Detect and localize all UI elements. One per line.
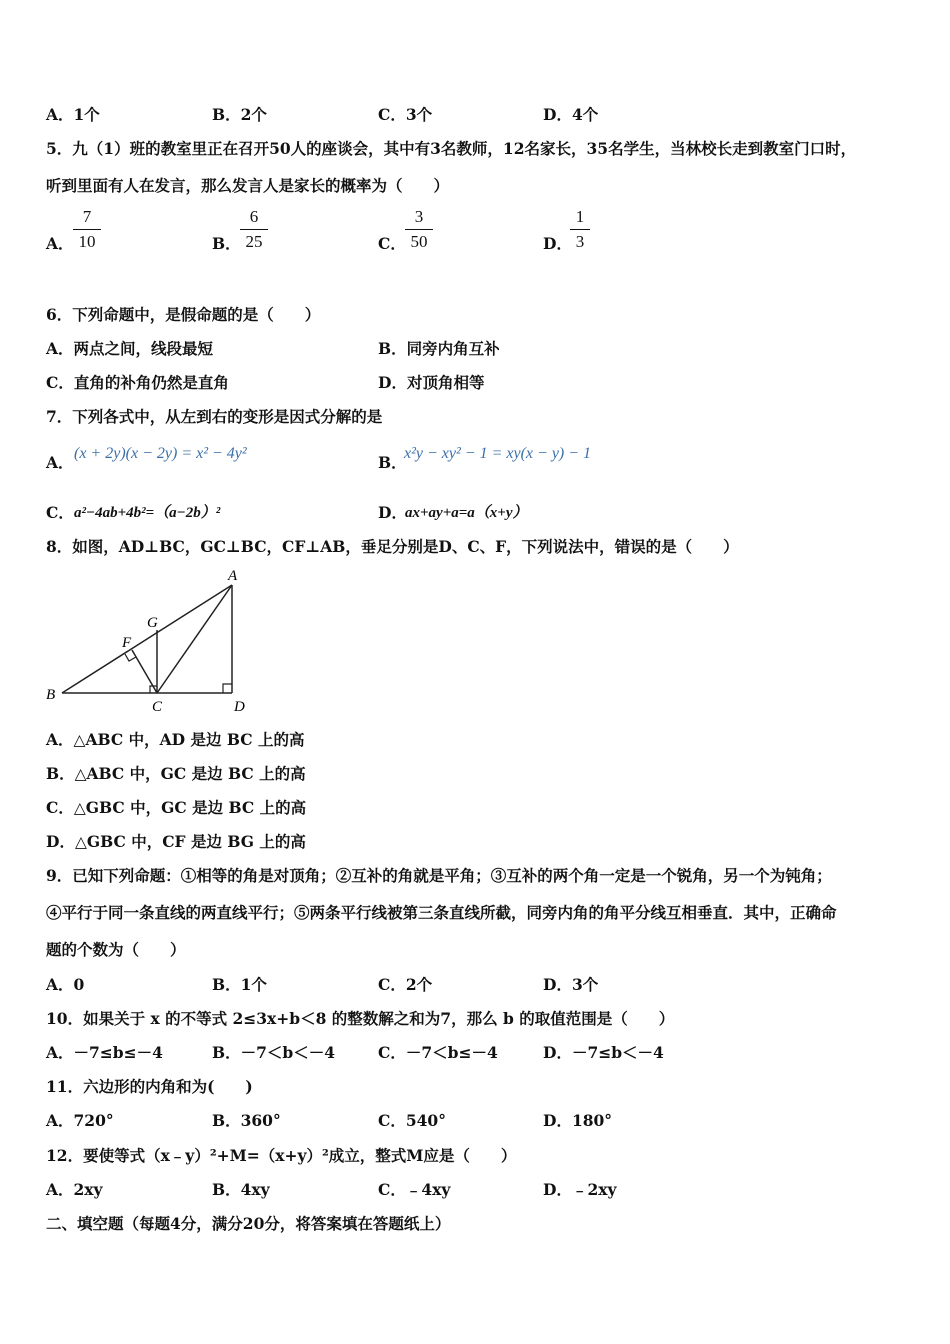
q8-option-b: B．△ABC 中，GC 是边 BC 上的高 [46,764,306,783]
q9-option-c: C．2个 [378,975,433,994]
q9-stem-line1: 9．已知下列命题：①相等的角是对顶角；②互补的角就是平角；③互补的两个角一定是一个锐角，另一个为钝角； [46,866,832,885]
q5-option-c-label: C． [378,234,406,253]
q11-option-b: B．360° [212,1111,281,1130]
q9-stem-line3: 题的个数为（ ） [46,940,186,959]
q6-stem: 6．下列命题中，是假命题的是（ ） [46,305,321,324]
point-label-b: B [46,687,56,703]
q5-stem-line2: 听到里面有人在发言，那么发言人是家长的概率为（ ） [46,176,450,195]
q10-option-c: C．－7＜b≤－4 [378,1043,498,1062]
fraction-numerator: 6 [249,207,259,226]
q6-option-d: D．对顶角相等 [378,373,485,392]
point-label-a: A [228,568,238,584]
q11-stem: 11．六边形的内角和为( ) [46,1077,253,1096]
q12-option-c: C．﹣4xy [378,1180,451,1199]
q7-option-d-label: D． [378,503,407,522]
q8-option-a: A．△ABC 中，AD 是边 BC 上的高 [46,730,305,749]
q12-option-d: D．﹣2xy [543,1180,617,1199]
q4-option-b: B．2个 [212,105,267,124]
q10-option-a: A．－7≤b≤－4 [46,1043,163,1062]
q5-option-b-label: B． [212,234,241,253]
right-angle-mark-d [223,684,232,693]
point-label-g: G [147,615,158,631]
section-2-heading: 二、填空题（每题4分，满分20分，将答案填在答题纸上） [46,1214,451,1233]
q6-option-c: C．直角的补角仍然是直角 [46,373,229,392]
segment-ca [157,585,232,693]
q9-option-a: A．0 [46,975,85,994]
q5-option-c-fraction [405,207,433,252]
q8-option-d: D．△GBC 中，CF 是边 BG 上的高 [46,832,306,851]
q10-stem: 10．如果关于 x 的不等式 2≤3x+b＜8 的整数解之和为7，那么 b 的取值范围是（ ） [46,1009,675,1028]
fraction-denominator: 25 [245,232,263,251]
q11-option-c: C．540° [378,1111,446,1130]
q8-geometry-figure [40,563,270,718]
q7-option-a-expression: (x + 2y)(x − 2y) = x² − 4y² [74,445,247,462]
q12-stem: 12．要使等式（x﹣y）²+M=（x+y）²成立，整式M应是（ ） [46,1146,517,1165]
q7-option-b-expression: x²y − xy² − 1 = xy(x − y) − 1 [404,445,592,462]
q5-option-d-fraction [570,207,590,252]
q8-stem: 8．如图，AD⊥BC，GC⊥BC，CF⊥AB，垂足分别是D、C、F，下列说法中，错误的是（ ） [46,537,739,556]
fraction-numerator: 3 [414,207,424,226]
q6-option-b: B．同旁内角互补 [378,339,500,358]
q5-option-a-fraction [73,207,101,252]
q9-option-d: D．3个 [543,975,599,994]
q5-option-b-fraction [240,207,268,252]
fraction-denominator: 10 [78,232,96,251]
q4-option-c: C．3个 [378,105,433,124]
q11-option-d: D．180° [543,1111,613,1130]
q8-option-c: C．△GBC 中，GC 是边 BC 上的高 [46,798,307,817]
q11-option-a: A．720° [46,1111,114,1130]
q7-option-d-expression: ax+ay+a=a（x+y） [405,505,528,521]
q10-option-b: B．－7＜b＜－4 [212,1043,336,1062]
q7-stem: 7．下列各式中，从左到右的变形是因式分解的是 [46,407,383,426]
fraction-denominator: 3 [575,232,585,251]
q12-option-a: A．2xy [46,1180,103,1199]
q9-option-b: B．1个 [212,975,267,994]
q5-option-d-label: D． [543,234,572,253]
q4-option-d: D．4个 [543,105,599,124]
q7-option-b-label: B． [378,453,407,472]
q5-stem-line1: 5．九（1）班的教室里正在召开50人的座谈会，其中有3名教师，12名家长，35名学生，当林校长走到教室门口时， [46,139,857,158]
q12-option-b: B．4xy [212,1180,270,1199]
point-label-d: D [234,699,245,715]
q7-option-c-label: C． [46,503,74,522]
point-label-f: F [122,635,132,651]
fraction-denominator: 50 [410,232,428,251]
fraction-numerator: 1 [575,207,585,226]
q7-option-c-expression: a²−4ab+4b²=（a−2b）² [74,505,221,521]
q10-option-d: D．－7≤b＜－4 [543,1043,664,1062]
q7-option-a-label: A． [46,453,74,472]
q4-option-a: A．1个 [46,105,100,124]
fraction-numerator: 7 [82,207,92,226]
q5-option-a-label: A． [46,234,74,253]
point-label-c: C [152,699,163,715]
q9-stem-line2: ④平行于同一条直线的两直线平行；⑤两条平行线被第三条直线所截，同旁内角的角平分线互相垂直．其中，正确命 [46,903,837,922]
q6-option-a: A．两点之间，线段最短 [46,339,214,358]
